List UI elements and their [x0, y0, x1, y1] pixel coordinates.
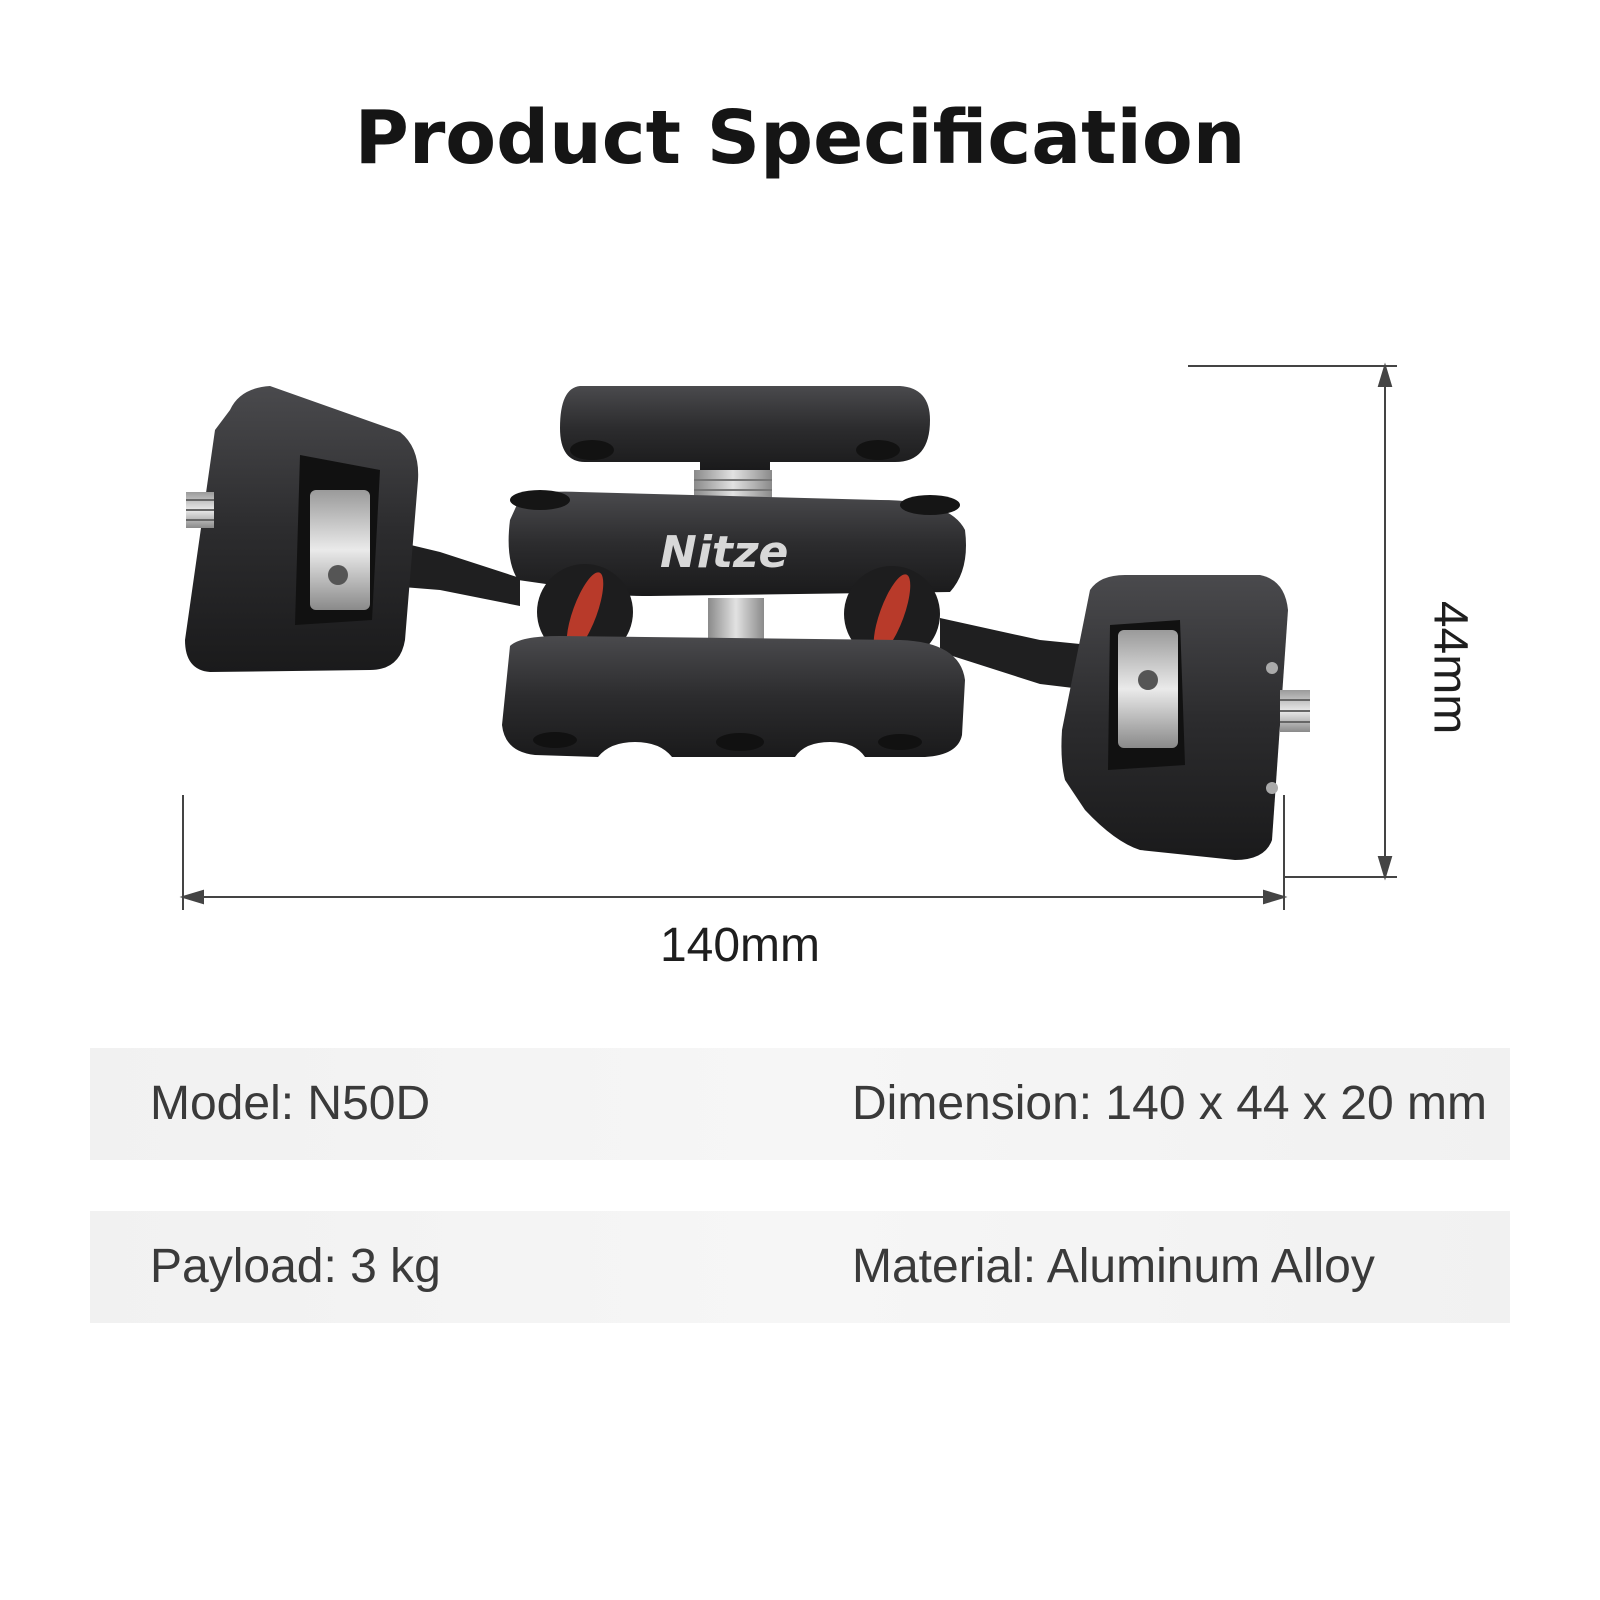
width-dimension-label: 140mm: [659, 919, 821, 972]
brand-logo: Nitze: [660, 527, 789, 578]
spec-row: [90, 1048, 1510, 1160]
spec-payload: Payload: 3 kg: [150, 1240, 441, 1293]
spec-dimension: Dimension: 140 x 44 x 20 mm: [852, 1077, 1487, 1130]
page-title: Product Specification: [354, 95, 1246, 181]
top-knob-handle: [560, 386, 930, 508]
center-post: [708, 598, 764, 640]
spec-material: Material: Aluminum Alloy: [852, 1240, 1375, 1293]
spec-model: Model: N50D: [150, 1077, 431, 1130]
right-screw-clamp: [1061, 575, 1310, 860]
left-screw-clamp: [185, 386, 418, 672]
spec-row: [90, 1211, 1510, 1323]
lower-clamp-plate: [502, 636, 965, 757]
height-dimension-label: 44mm: [1423, 600, 1477, 735]
